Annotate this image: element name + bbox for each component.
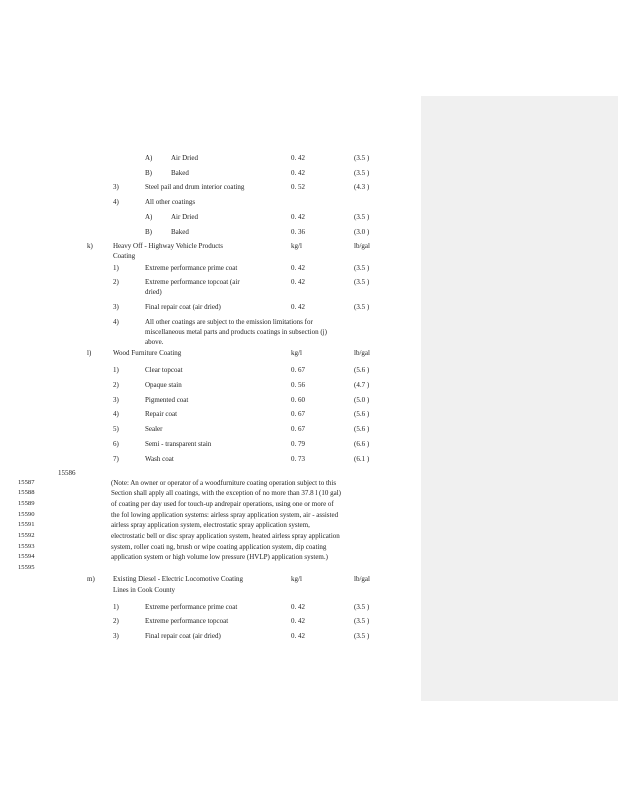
item-text: Extreme performance prime coat (145, 603, 238, 611)
kg-value: 0. 67 (291, 366, 305, 374)
kg-value: 0. 67 (291, 425, 305, 433)
note-line: electrostatic bell or disc spray application system, heated airless spray application (111, 532, 340, 540)
item-text: Wash coat (145, 455, 174, 463)
lb-value: (3.5 ) (354, 278, 370, 286)
sub-item-text: Air Dried (171, 154, 199, 162)
item-number: 7) (113, 455, 119, 463)
section-title: Wood Furniture Coating (113, 349, 182, 357)
sub-item-label: A) (145, 154, 153, 162)
kg-value: 0. 42 (291, 632, 305, 640)
sub-item-label: B) (145, 228, 152, 236)
kg-value: 0. 42 (291, 303, 305, 311)
item-number: 3) (113, 632, 119, 640)
item-number: 1) (113, 603, 119, 611)
item-text: Steel pail and drum interior coating (145, 183, 245, 191)
kg-value: 0. 56 (291, 381, 305, 389)
note-line: airless spray application system, electrostatic spray application system, (111, 521, 310, 529)
sub-item-text: Air Dried (171, 213, 199, 221)
item-text: Extreme performance prime coat (145, 264, 238, 272)
item-text: Extreme performance topcoat (air (145, 278, 240, 286)
item-number: 4) (113, 198, 119, 206)
kg-value: 0. 73 (291, 455, 305, 463)
item-text: All other coatings (145, 198, 196, 206)
item-number: 1) (113, 264, 119, 272)
line-number: 15588 (18, 489, 35, 496)
lb-value: (6.6 ) (354, 440, 370, 448)
item-number: 2) (113, 381, 119, 389)
sub-item-label: A) (145, 213, 153, 221)
item-number: 6) (113, 440, 119, 448)
kg-value: 0. 60 (291, 396, 305, 404)
section-letter: m) (87, 575, 95, 583)
unit-lb-header: lb/gal (354, 575, 370, 583)
kg-value: 0. 42 (291, 213, 305, 221)
note-line: system, roller coati ng, brush or wipe coating application system, dip coating (111, 543, 327, 551)
kg-value: 0. 42 (291, 154, 305, 162)
kg-value: 0. 42 (291, 264, 305, 272)
item-text: Opaque stain (145, 381, 182, 389)
section-letter: l) (87, 349, 92, 357)
unit-lb-header: lb/gal (354, 242, 370, 250)
kg-value: 0. 42 (291, 278, 305, 286)
lb-value: (4.7 ) (354, 381, 370, 389)
note-line: (Note: An owner or operator of a woodfurniture coating operation subject to this (111, 479, 337, 487)
item-text-cont: dried) (145, 288, 162, 296)
sub-item-label: B) (145, 169, 152, 177)
kg-value: 0. 36 (291, 228, 305, 236)
unit-kg-header: kg/l (291, 575, 302, 583)
line-number: 15591 (18, 521, 35, 528)
unit-kg-header: kg/l (291, 242, 302, 250)
section-title: Heavy Off - Highway Vehicle Products (113, 242, 223, 250)
kg-value: 0. 42 (291, 603, 305, 611)
lb-value: (4.3 ) (354, 183, 370, 191)
item-text: All other coatings are subject to the emission limitations for (145, 318, 313, 326)
item-number: 4) (113, 410, 119, 418)
item-number: 2) (113, 278, 119, 286)
line-marker: 15586 (58, 469, 76, 477)
comment-margin-panel (421, 96, 618, 701)
item-number: 4) (113, 318, 119, 326)
kg-value: 0. 52 (291, 183, 305, 191)
line-number: 15590 (18, 511, 35, 518)
line-number: 15592 (18, 532, 35, 539)
sub-item-text: Baked (171, 228, 189, 236)
lb-value: (6.1 ) (354, 455, 370, 463)
item-text: Clear topcoat (145, 366, 183, 374)
lb-value: (5.6 ) (354, 410, 370, 418)
line-number: 15587 (18, 479, 35, 486)
lb-value: (3.5 ) (354, 264, 370, 272)
kg-value: 0. 67 (291, 410, 305, 418)
kg-value: 0. 42 (291, 169, 305, 177)
section-title-cont: Lines in Cook County (113, 586, 176, 594)
lb-value: (3.5 ) (354, 603, 370, 611)
item-number: 3) (113, 183, 119, 191)
item-number: 3) (113, 303, 119, 311)
item-text: Sealer (145, 425, 163, 433)
kg-value: 0. 79 (291, 440, 305, 448)
section-title-cont: Coating (113, 252, 136, 260)
lb-value: (3.5 ) (354, 632, 370, 640)
lb-value: (5.0 ) (354, 396, 370, 404)
line-number: 15594 (18, 553, 35, 560)
item-number: 1) (113, 366, 119, 374)
item-number: 3) (113, 396, 119, 404)
lb-value: (3.5 ) (354, 169, 370, 177)
item-text: Extreme performance topcoat (145, 617, 229, 625)
note-line: application system or high volume low pressure (HVLP) application system.) (111, 553, 328, 561)
line-number: 15593 (18, 543, 35, 550)
item-text-cont: above. (145, 338, 164, 346)
item-text: Final repair coat (air dried) (145, 303, 221, 311)
note-line: Section shall apply all coatings, with the exception of no more than 37.8 l (10 gal) (111, 489, 341, 497)
lb-value: (5.6 ) (354, 425, 370, 433)
item-text: Final repair coat (air dried) (145, 632, 221, 640)
lb-value: (3.5 ) (354, 213, 370, 221)
item-text-cont: miscellaneous metal parts and products coatings in subsection (j) (145, 328, 327, 336)
lb-value: (3.5 ) (354, 154, 370, 162)
item-text: Pigmented coat (145, 396, 189, 404)
lb-value: (3.5 ) (354, 303, 370, 311)
item-number: 5) (113, 425, 119, 433)
kg-value: 0. 42 (291, 617, 305, 625)
unit-kg-header: kg/l (291, 349, 302, 357)
note-line: the fol lowing application systems: airless spray application system, air - assisted (111, 511, 339, 519)
lb-value: (3.0 ) (354, 228, 370, 236)
section-letter: k) (87, 242, 93, 250)
line-number: 15595 (18, 564, 35, 571)
unit-lb-header: lb/gal (354, 349, 370, 357)
lb-value: (3.5 ) (354, 617, 370, 625)
lb-value: (5.6 ) (354, 366, 370, 374)
sub-item-text: Baked (171, 169, 189, 177)
section-title: Existing Diesel - Electric Locomotive Coating (113, 575, 244, 583)
item-text: Semi - transparent stain (145, 440, 212, 448)
item-text: Repair coat (145, 410, 178, 418)
line-number: 15589 (18, 500, 35, 507)
item-number: 2) (113, 617, 119, 625)
note-line: of coating per day used for touch-up andrepair operations, using one or more of (111, 500, 334, 508)
